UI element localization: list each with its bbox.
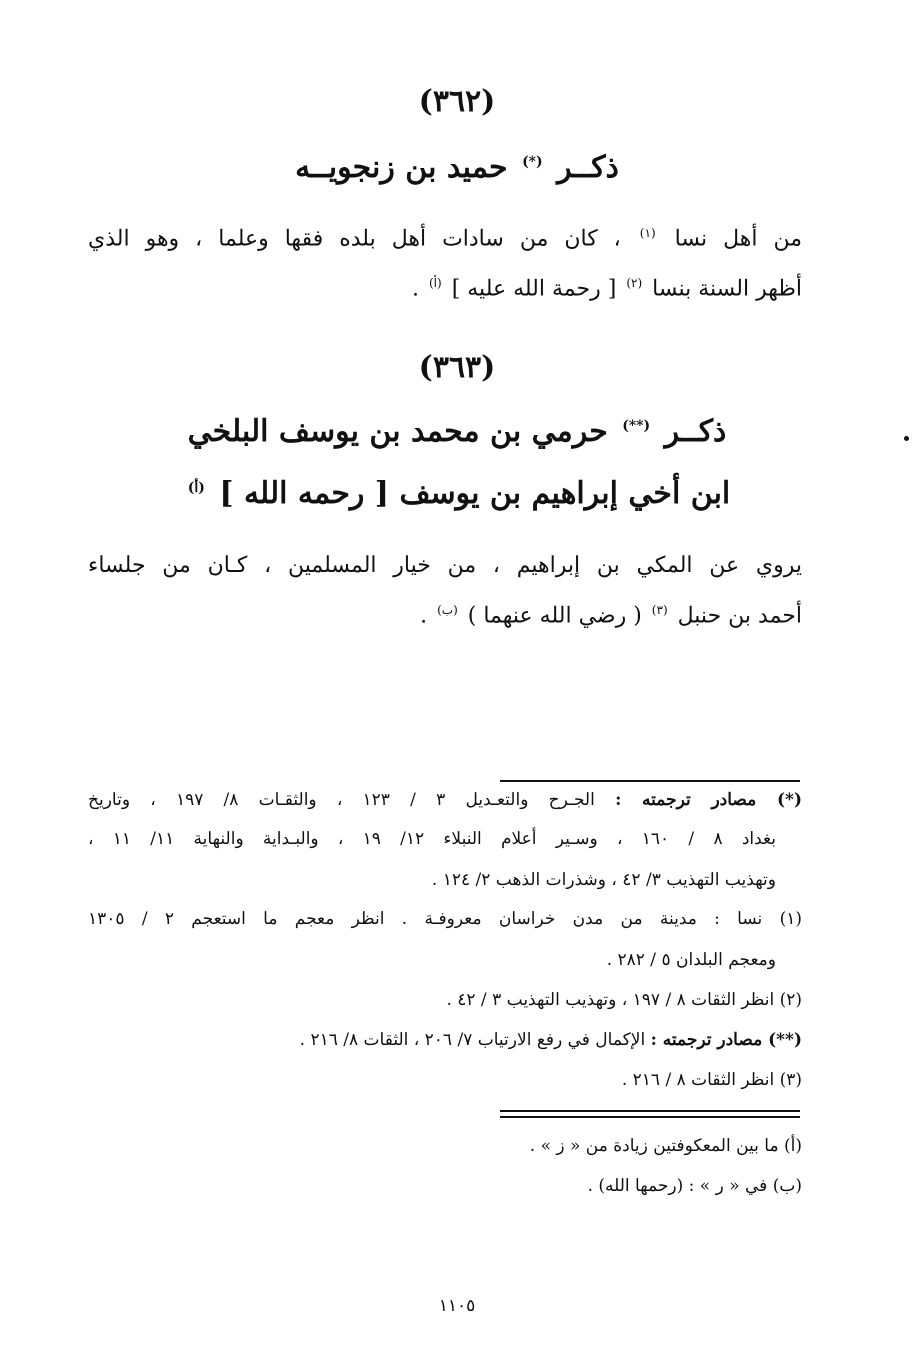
footnote-label: (٣) [779, 1070, 802, 1090]
body-text: ، كان من سادات أهل بلده فقها وعلما ، وهو الذي [88, 226, 621, 252]
footnote-text: بغداد ٨ / ١٦٠ ، وسـير أعلام النبلاء ١٢/ ١٩ ، والبـداية والنهاية ١١/ ١١ ، [88, 829, 776, 849]
stray-mark [904, 436, 909, 441]
footnote-label: (**) مصادر ترجمته : [650, 1030, 802, 1050]
body-text: ( رضي الله عنهما ) [467, 603, 642, 629]
entry-title [0, 150, 914, 185]
entry-body-line [88, 553, 802, 578]
body-text: يروي عن المكي بن إبراهيم ، من خيار المسلمين ، كـان من جلساء [88, 553, 802, 578]
footnote-label: (٢) [779, 990, 802, 1010]
entry-body-line [420, 603, 802, 628]
variants-separator-bottom [500, 1116, 800, 1118]
entry-subtitle [0, 476, 914, 511]
body-text: أحمد بن حنبل [677, 603, 802, 629]
variant-label: (ب) [772, 1176, 802, 1196]
footnote-text: نسا : مدينة من مدن خراسان معروفـة . انظر معجم ما استعجم ٢ / ١٣٠٥ [88, 909, 763, 929]
body-text: من أهل نسا [674, 226, 802, 252]
variant-ref[interactable]: (ب) [437, 603, 458, 617]
footnote-line [446, 990, 802, 1010]
body-text: . [420, 603, 428, 629]
footnote-text: انظر الثقات ٨ / ١٩٧ ، وتهذيب التهذيب ٣ / ٤٢ . [446, 990, 775, 1010]
body-text: أظهر السنة بنسا [652, 276, 802, 302]
title-name: حميد بن زنجويــه [295, 150, 508, 185]
page-number: ١١٠٥ [438, 1296, 476, 1316]
subtitle-text: ابن أخي إبراهيم بن يوسف [ رحمه الله ] [219, 476, 731, 511]
variant-ref[interactable]: (أ) [187, 480, 205, 496]
footnote-line [607, 950, 776, 970]
entry-number: (٣٦٣) [418, 350, 496, 385]
title-name: حرمي بن محمد بن يوسف البلخي [187, 414, 608, 449]
body-text: [ رحمة الله عليه ] [451, 276, 617, 302]
entry-body-line [88, 226, 802, 251]
variant-ref[interactable]: (أ) [428, 276, 442, 290]
footnote-ref[interactable]: (٢) [626, 276, 643, 290]
footnote-line [300, 1030, 802, 1050]
entry-title [0, 414, 914, 449]
footnote-line [88, 790, 802, 810]
footnote-line [622, 1070, 802, 1090]
footnote-ref[interactable]: (١) [639, 226, 656, 240]
variant-line [530, 1136, 802, 1156]
footnote-line [432, 870, 776, 890]
footnote-marker[interactable]: (**) [622, 418, 651, 434]
footnote-ref[interactable]: (٣) [651, 603, 668, 617]
footnote-label: (*) مصادر ترجمته : [615, 790, 802, 810]
footnote-text: الجـرح والتعـديل ٣ / ١٢٣ ، والثقـات ٨/ ١٩٧ ، وتاريخ [88, 790, 595, 810]
footnote-text: الإكمال في رفع الارتياب ٧/ ٢٠٦ ، الثقات ٨/ ٢١٦ . [299, 1030, 646, 1050]
title-prefix: ذكــر [557, 150, 619, 185]
variant-label: (أ) [784, 1136, 802, 1156]
variant-text: في « ر » : (رحمها الله) . [587, 1176, 768, 1196]
footnote-label: (١) [779, 909, 802, 929]
footnote-text: ومعجم البلدان ٥ / ٢٨٢ . [606, 950, 776, 970]
entry-body-line [412, 276, 802, 301]
footnote-text: انظر الثقات ٨ / ٢١٦ . [621, 1070, 775, 1090]
footnote-text: وتهذيب التهذيب ٣/ ٤٢ ، وشذرات الذهب ٢/ ١٢٤ . [431, 870, 776, 890]
variants-separator-top [500, 1110, 800, 1112]
variant-text: ما بين المعكوفتين زيادة من « ز » . [529, 1136, 779, 1156]
body-text: . [411, 276, 419, 302]
footnote-marker[interactable]: (*) [522, 154, 543, 170]
footnote-line [88, 909, 802, 929]
entry-number: (٣٦٢) [418, 84, 496, 119]
variant-line [588, 1176, 802, 1196]
footnote-line [88, 829, 776, 849]
footnote-separator [500, 780, 800, 782]
title-prefix: ذكــر [664, 414, 727, 449]
